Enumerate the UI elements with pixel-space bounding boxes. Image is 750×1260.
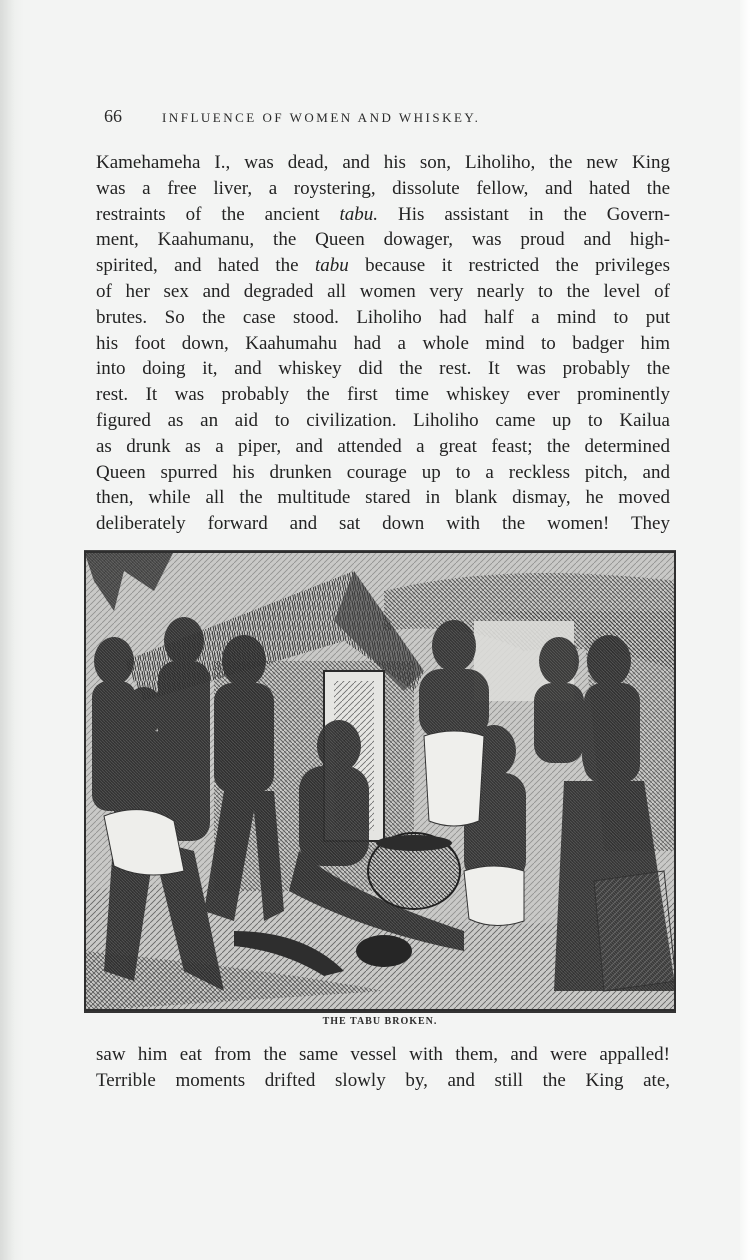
illustration-icon [84,551,676,1011]
engraving-illustration [84,550,676,1013]
text-line: Queen spurred his drunken courage up to a reckless pitch, and [96,461,670,483]
text-line: figured as an aid to civilization. Liholiho came up to Kailua [96,409,670,431]
text-line: Terrible moments drifted slowly by, and still the King ate, [96,1069,670,1091]
italic-word: tabu. [339,203,379,225]
italic-word: tabu [314,255,349,277]
text-line: as drunk as a piper, and attended a great feast; the determined [96,435,670,457]
body-paragraph-top [96,150,670,537]
text-line: then, while all the multitude stared in blank dismay, he moved [96,487,670,509]
illustration-caption: THE TABU BROKEN. [322,1016,438,1027]
text-line: rest. It was probably the first time whiskey ever prominently [96,384,670,406]
text-line: his foot down, Kaahumahu had a whole mind to badger him [96,332,670,354]
text-line: spirited, and hated the tabu because it restricted the privileges [96,255,671,277]
text-line: brutes. So the case stood. Liholiho had half a mind to put [96,306,670,328]
text-line: saw him eat from the same vessel with them, and were appalled! [96,1044,670,1065]
text-line: Kamehameha I., was dead, and his son, Liholiho, the new King [96,152,670,173]
page-gutter-shadow [0,0,24,1260]
running-header [104,106,674,130]
running-title: INFLUENCE OF WOMEN AND WHISKEY. [162,110,481,125]
text-line: restraints of the ancient tabu. His assistant in the Govern- [96,203,671,225]
page-number: 66 [104,106,122,126]
text-line: deliberately forward and sat down with the women! They [96,513,670,535]
page-edge [740,0,750,1260]
text-line: was a free liver, a roystering, dissolute fellow, and hated the [96,177,670,199]
text-line: of her sex and degraded all women very nearly to the level of [96,280,670,302]
body-paragraph-bottom [96,1042,670,1094]
text-line: into doing it, and whiskey did the rest. It was probably the [96,358,670,380]
text-line: ment, Kaahumanu, the Queen dowager, was proud and high- [96,229,670,251]
